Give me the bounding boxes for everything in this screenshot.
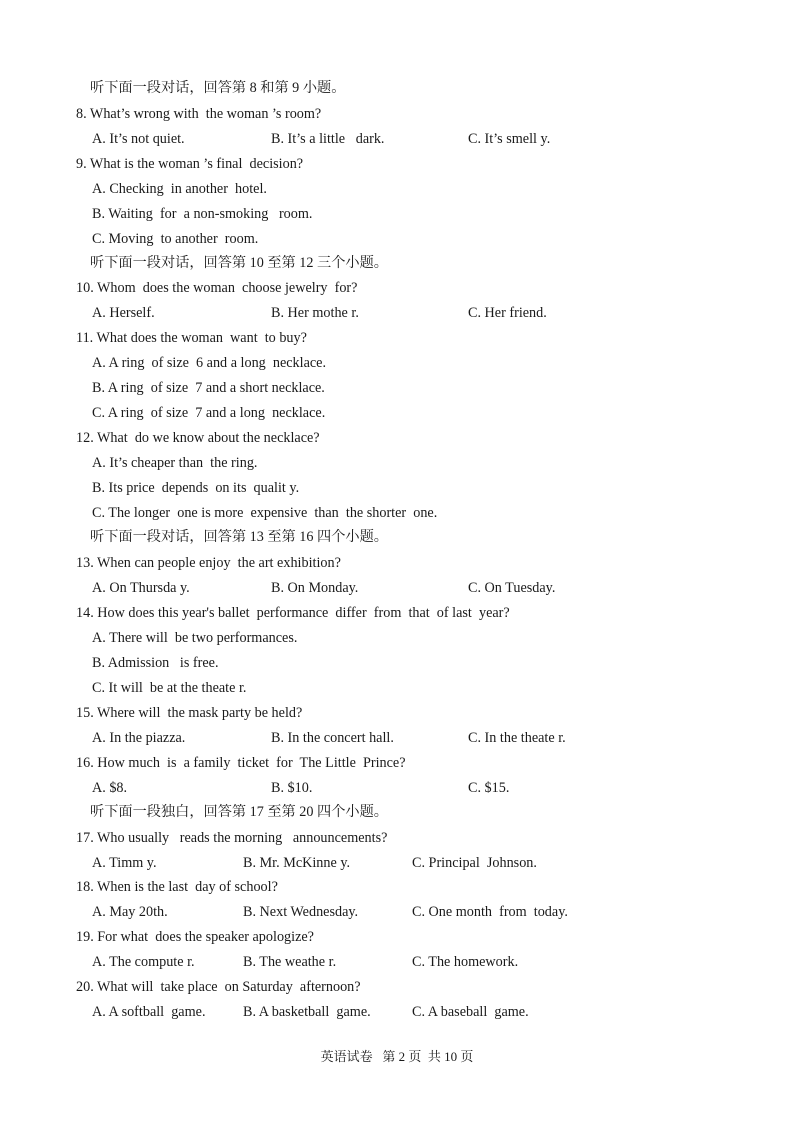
section-instruction: 听下面一段对话，回答第 13 至第 16 四个小题。 (90, 529, 388, 545)
question-stem: 9. What is the woman ’s final decision? (76, 156, 304, 172)
option-a: A. A ring of size 6 and a long necklace. (92, 355, 327, 371)
question-stem: 12. What do we know about the necklace? (76, 430, 320, 446)
option-c: C. It’s smell y. (468, 131, 551, 147)
page-footer: 英语试卷 第 2 页 共 10 页 (320, 1049, 474, 1064)
option-a: A. It’s cheaper than the ring. (92, 455, 258, 471)
option-a: A. A softball game. (92, 1004, 206, 1020)
option-b: B. A basketball game. (243, 1004, 371, 1020)
option-c: C. It will be at the theate r. (92, 680, 247, 696)
option-b: B. In the concert hall. (271, 730, 394, 746)
option-a: A. In the piazza. (92, 730, 186, 746)
option-c: C. In the theate r. (468, 730, 566, 746)
question-stem: 8. What’s wrong with the woman ’s room? (76, 106, 322, 122)
question-stem: 16. How much is a family ticket for The Little Prince? (76, 755, 406, 771)
option-a: A. May 20th. (92, 904, 168, 920)
option-b: B. A ring of size 7 and a short necklace. (92, 380, 325, 396)
option-a: A. Timm y. (92, 855, 157, 871)
option-c: C. A baseball game. (412, 1004, 529, 1020)
question-stem: 18. When is the last day of school? (76, 879, 278, 895)
option-a: A. It’s not quiet. (92, 131, 185, 147)
option-a: A. There will be two performances. (92, 630, 298, 646)
section-instruction: 听下面一段对话，回答第 10 至第 12 三个小题。 (90, 255, 388, 271)
option-c: C. On Tuesday. (468, 580, 556, 596)
section-instruction: 听下面一段独白，回答第 17 至第 20 四个小题。 (90, 804, 388, 820)
option-c: C. The longer one is more expensive than the shorter one. (92, 505, 438, 521)
option-b: B. Its price depends on its qualit y. (92, 480, 300, 496)
question-stem: 20. What will take place on Saturday afternoon? (76, 979, 361, 995)
option-c: C. A ring of size 7 and a long necklace. (92, 405, 326, 421)
option-a: A. On Thursda y. (92, 580, 190, 596)
option-c: C. The homework. (412, 954, 519, 970)
option-c: C. One month from today. (412, 904, 568, 920)
option-b: B. Her mothe r. (271, 305, 359, 321)
option-c: C. Moving to another room. (92, 231, 259, 247)
section-instruction: 听下面一段对话，回答第 8 和第 9 小题。 (90, 80, 346, 96)
option-b: B. Admission is free. (92, 655, 219, 671)
option-c: C. Her friend. (468, 305, 547, 321)
option-b: B. It’s a little dark. (271, 131, 385, 147)
option-a: A. Checking in another hotel. (92, 181, 267, 197)
option-a: A. Herself. (92, 305, 155, 321)
option-b: B. Mr. McKinne y. (243, 855, 351, 871)
option-b: B. Waiting for a non-smoking room. (92, 206, 313, 222)
option-c: C. Principal Johnson. (412, 855, 537, 871)
question-stem: 17. Who usually reads the morning announcements? (76, 830, 388, 846)
question-stem: 14. How does this year's ballet performance differ from that of last year? (76, 605, 510, 621)
option-b: B. The weathe r. (243, 954, 337, 970)
option-c: C. $15. (468, 780, 510, 796)
question-stem: 10. Whom does the woman choose jewelry for? (76, 280, 358, 296)
question-stem: 15. Where will the mask party be held? (76, 705, 303, 721)
option-b: B. Next Wednesday. (243, 904, 359, 920)
question-stem: 19. For what does the speaker apologize? (76, 929, 314, 945)
option-b: B. $10. (271, 780, 313, 796)
question-stem: 11. What does the woman want to buy? (76, 330, 307, 346)
question-stem: 13. When can people enjoy the art exhibition? (76, 555, 341, 571)
option-a: A. The compute r. (92, 954, 195, 970)
option-b: B. On Monday. (271, 580, 359, 596)
option-a: A. $8. (92, 780, 128, 796)
